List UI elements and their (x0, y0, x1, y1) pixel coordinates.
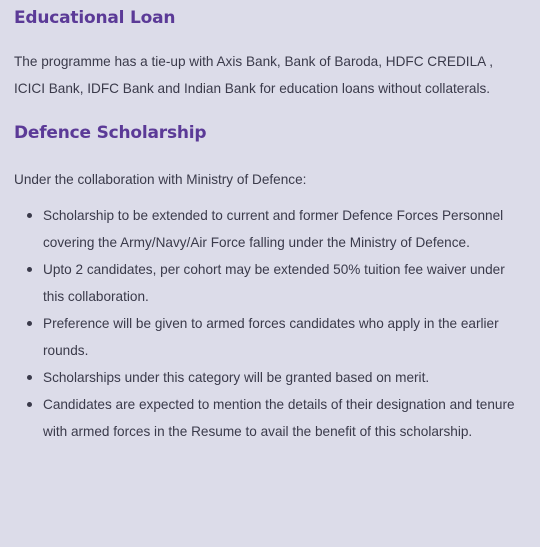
educational-loan-text: The programme has a tie-up with Axis Bank, Bank of Baroda, HDFC CREDILA , ICICI Bank, IDFC Bank and Indian Bank for education loans without collaterals. (14, 54, 494, 96)
list-item-text: Upto 2 candidates, per cohort may be extended 50% tuition fee waiver under this collaboration. (43, 262, 505, 304)
bullet-icon (27, 321, 32, 326)
list-item-text: Candidates are expected to mention the details of their designation and tenure with armed forces in the Resume to avail the benefit of this scholarship. (43, 397, 515, 439)
list-item (43, 256, 526, 310)
list-item-text: Scholarships under this category will be granted based on merit. (43, 370, 430, 385)
list-item (43, 310, 526, 364)
defence-scholarship-list (14, 202, 526, 445)
list-item-text: Scholarship to be extended to current and former Defence Forces Personnel covering the Army/Navy/Air Force falling under the Ministry of Defence. (43, 208, 504, 250)
bullet-icon (27, 213, 32, 218)
educational-loan-section (14, 7, 526, 102)
bullet-icon (27, 267, 32, 272)
list-item (43, 202, 526, 256)
defence-scholarship-intro: Under the collaboration with Ministry of Defence: (14, 172, 307, 187)
bullet-icon (27, 402, 32, 407)
educational-loan-heading: Educational Loan (14, 8, 176, 28)
list-item (43, 391, 526, 445)
defence-scholarship-heading: Defence Scholarship (14, 123, 207, 143)
list-item (43, 364, 526, 391)
bullet-icon (27, 375, 32, 380)
list-item-text: Preference will be given to armed forces candidates who apply in the earlier rounds. (43, 316, 499, 358)
defence-scholarship-section (14, 122, 526, 445)
